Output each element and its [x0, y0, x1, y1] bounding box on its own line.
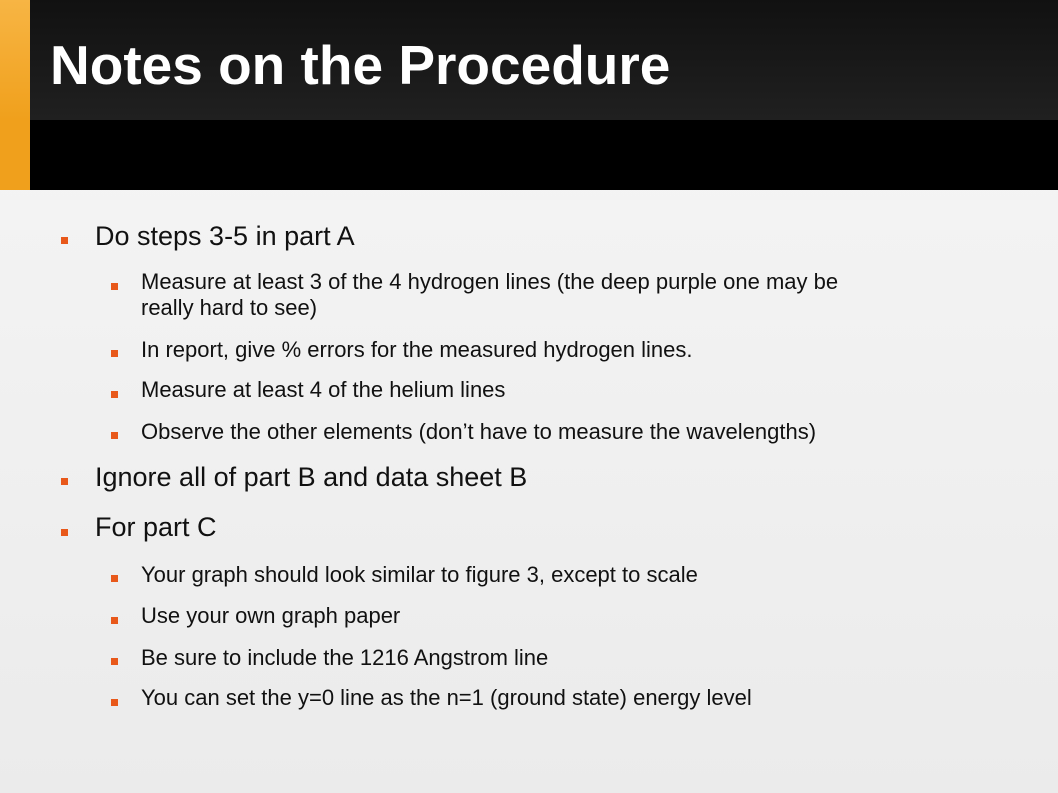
bullet-icon [111, 658, 118, 665]
sub-bullet-item: Measure at least 4 of the helium lines [141, 377, 506, 402]
bullet-icon [111, 432, 118, 439]
sub-bullet-item: Use your own graph paper [141, 603, 401, 628]
slide-title: Notes on the Procedure [50, 34, 671, 96]
sub-bullet-item: Your graph should look similar to figure 3, except to scale [141, 562, 698, 587]
sub-bullet-item: Observe the other elements (don’t have to measure the wavelengths) [141, 419, 817, 444]
bullet-icon [61, 478, 68, 485]
bullet-icon [111, 699, 118, 706]
bullet-item: Ignore all of part B and data sheet B [95, 462, 528, 492]
bullet-icon [111, 283, 118, 290]
bullet-icon [61, 529, 68, 536]
sub-bullet-item: Measure at least 3 of the 4 hydrogen lines (the deep purple one may be [141, 269, 839, 294]
bullet-item: For part C [95, 512, 217, 542]
bullet-icon [61, 237, 68, 244]
bullet-item: Do steps 3-5 in part A [95, 221, 355, 251]
bullet-icon [111, 391, 118, 398]
sub-bullet-item: Be sure to include the 1216 Angstrom line [141, 645, 549, 670]
bullet-icon [111, 617, 118, 624]
bullet-icon [111, 575, 118, 582]
bullet-icon [111, 350, 118, 357]
sub-bullet-item: In report, give % errors for the measured hydrogen lines. [141, 337, 693, 362]
sub-bullet-item-continuation: really hard to see) [141, 295, 318, 320]
sub-bullet-item: You can set the y=0 line as the n=1 (ground state) energy level [141, 685, 752, 710]
